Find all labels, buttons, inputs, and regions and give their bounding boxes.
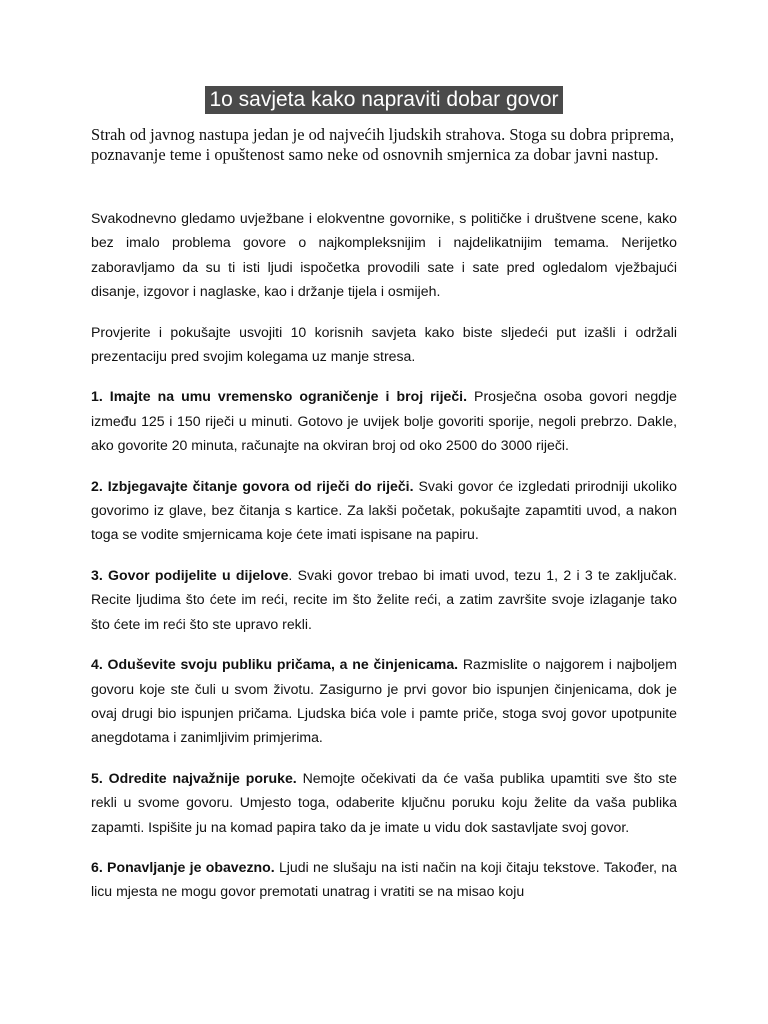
tip-2-text: Svaki govor će izgledati prirodniji ukoliko govorimo iz glave, bez čitanja s kartice. Za lakši početak, pokušajte zapamtiti uvod, a nakon toga se vodite smjernicama koje ćete imati ispisane na papiru. — [91, 477, 677, 543]
tip-1-heading: 1. Imajte na umu vremensko ograničenje i broj riječi. — [91, 388, 467, 405]
tip-5-heading: 5. Odredite najvažnije poruke. — [91, 769, 297, 786]
tip-6 — [91, 855, 677, 904]
tip-4-text: Razmislite o najgorem i najboljem govoru koje ste čuli u svom životu. Zasigurno je prvi govor bio ispunjen činjenicama, dok je ovaj drugi bio ispunjen pričama. Ljudska bića vole i pamte priče, stoga svoj govor upotpunite anegdotama i zanimljivim primjerima. — [91, 656, 677, 746]
tip-3 — [91, 563, 677, 636]
tip-6-text: Ljudi ne slušaju na isti način na koji čitaju tekstove. Također, na licu mjesta ne mogu govor premotati unatrag i vratiti se na misao koju — [91, 858, 678, 900]
lead-paragraph: Strah od javnog nastupa jedan je od najvećih ljudskih strahova. Stoga su dobra priprema, poznavanje teme i opuštenost samo neke od osnovnih smjernica za dobar javni nastup. — [91, 125, 675, 164]
intro-paragraph-1: Svakodnevno gledamo uvježbane i elokventne govornike, s političke i društvene scene, kako bez imalo problema govore o najkompleksnijim i najdelikatnijim temama. Nerijetko zaboravljamo da su ti isti ljudi ispočetka provodili sate i sate pred ogledalom vježbajući disanje, izgovor i naglaske, kao i držanje tijela i osmijeh. — [91, 210, 677, 300]
tip-2-heading: 2. Izbjegavajte čitanje govora od riječi do riječi. — [91, 477, 414, 494]
title-container — [0, 86, 768, 114]
tip-4 — [91, 652, 677, 750]
tip-1 — [91, 384, 677, 457]
tip-5 — [91, 766, 677, 839]
tip-3-text: . Svaki govor trebao bi imati uvod, tezu 1, 2 i 3 te zaključak. Recite ljudima što ćete im reći, recite im što želite reći, a zatim završite svoje izlaganje tako što ćete im reći što ste upravo rekli. — [91, 566, 677, 632]
tip-2 — [91, 474, 677, 547]
article-body — [91, 206, 677, 920]
tip-3-heading: 3. Govor podijelite u dijelove — [91, 566, 289, 583]
tip-6-heading: 6. Ponavljanje je obavezno. — [91, 858, 275, 875]
tip-1-text: Prosječna osoba govori negdje između 125 i 150 riječi u minuti. Gotovo je uvijek bolje govoriti sporije, negoli prebrzo. Dakle, ako govorite 20 minuta, računajte na okviran broj od oko 2500 do 3000 riječi. — [91, 388, 677, 454]
intro-paragraph-2: Provjerite i pokušajte usvojiti 10 korisnih savjeta kako biste sljedeći put izašli i održali prezentaciju pred svojim kolegama uz manje stresa. — [91, 323, 677, 365]
tip-4-heading: 4. Oduševite svoju publiku pričama, a ne činjenicama. — [91, 656, 459, 673]
document-title: 1o savjeta kako napraviti dobar govor — [205, 86, 562, 114]
tip-5-text: Nemojte očekivati da će vaša publika upamtiti sve što ste rekli u svome govoru. Umjesto toga, odaberite ključnu poruku koju želite da vaša publika zapamti. Ispišite ju na komad papira tako da je imate u vidu dok sastavljate svoj govor. — [91, 769, 677, 835]
